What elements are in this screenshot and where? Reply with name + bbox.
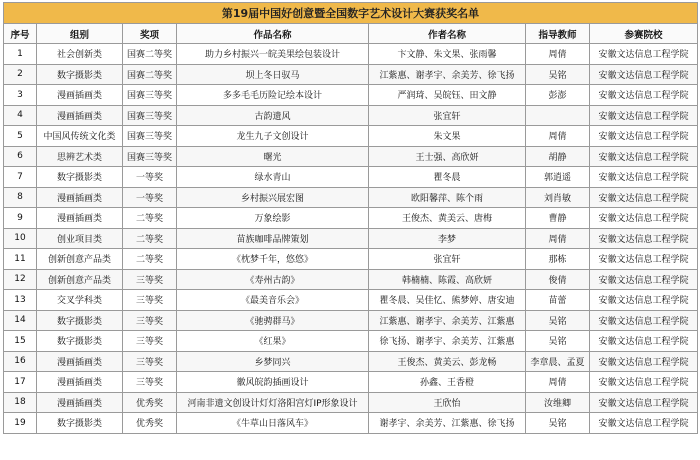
cell-school: 安徽文达信息工程学院 xyxy=(590,126,698,147)
cell-work-name: 河南非遗文创设计灯灯洛阳宫灯IP形象设计 xyxy=(177,392,369,413)
cell-school: 安徽文达信息工程学院 xyxy=(590,290,698,311)
cell-work-name: 曙光 xyxy=(177,146,369,167)
cell-award: 一等奖 xyxy=(123,167,177,188)
cell-authors: 严润琦、吴皖钰、田文静 xyxy=(369,85,526,106)
cell-authors: 谢孝宇、余美芳、江紫惠、徐飞扬 xyxy=(369,413,526,434)
cell-award: 国赛三等奖 xyxy=(123,126,177,147)
cell-award: 国赛三等奖 xyxy=(123,85,177,106)
cell-group: 交叉学科类 xyxy=(37,290,123,311)
cell-group: 数字摄影类 xyxy=(37,331,123,352)
cell-index: 19 xyxy=(4,413,37,434)
cell-work-name: 万象绘影 xyxy=(177,208,369,229)
cell-authors: 王士强、高欣妍 xyxy=(369,146,526,167)
cell-group: 漫画插画类 xyxy=(37,208,123,229)
cell-authors: 卞文静、朱文果、张雨馨 xyxy=(369,44,526,65)
cell-advisor: 汝维卿 xyxy=(526,392,590,413)
cell-index: 13 xyxy=(4,290,37,311)
cell-group: 创业项目类 xyxy=(37,228,123,249)
table-row xyxy=(4,208,698,229)
cell-school: 安徽文达信息工程学院 xyxy=(590,249,698,270)
cell-school: 安徽文达信息工程学院 xyxy=(590,351,698,372)
cell-school: 安徽文达信息工程学院 xyxy=(590,187,698,208)
cell-school: 安徽文达信息工程学院 xyxy=(590,146,698,167)
cell-advisor: 吴铭 xyxy=(526,331,590,352)
cell-advisor: 俊倩 xyxy=(526,269,590,290)
table-row xyxy=(4,167,698,188)
cell-advisor: 彭澎 xyxy=(526,85,590,106)
cell-authors: 王欣怡 xyxy=(369,392,526,413)
cell-school: 安徽文达信息工程学院 xyxy=(590,228,698,249)
col-header-group: 组别 xyxy=(37,24,123,44)
cell-award: 三等奖 xyxy=(123,372,177,393)
table-row xyxy=(4,126,698,147)
table-row xyxy=(4,105,698,126)
cell-award: 国赛二等奖 xyxy=(123,64,177,85)
cell-advisor: 苗蕾 xyxy=(526,290,590,311)
cell-index: 3 xyxy=(4,85,37,106)
table-row xyxy=(4,290,698,311)
cell-award: 二等奖 xyxy=(123,228,177,249)
cell-group: 创新创意产品类 xyxy=(37,249,123,270)
cell-index: 16 xyxy=(4,351,37,372)
table-row xyxy=(4,372,698,393)
col-header-index: 序号 xyxy=(4,24,37,44)
cell-advisor: 吴铭 xyxy=(526,413,590,434)
cell-award: 优秀奖 xyxy=(123,413,177,434)
cell-award: 国赛三等奖 xyxy=(123,146,177,167)
cell-school: 安徽文达信息工程学院 xyxy=(590,372,698,393)
cell-index: 7 xyxy=(4,167,37,188)
cell-award: 二等奖 xyxy=(123,249,177,270)
cell-school: 安徽文达信息工程学院 xyxy=(590,413,698,434)
col-header-authors: 作者名称 xyxy=(369,24,526,44)
col-header-advisor: 指导教师 xyxy=(526,24,590,44)
cell-work-name: 古韵遗风 xyxy=(177,105,369,126)
cell-advisor: 曹静 xyxy=(526,208,590,229)
cell-school: 安徽文达信息工程学院 xyxy=(590,310,698,331)
cell-authors: 张宜轩 xyxy=(369,105,526,126)
cell-work-name: 苗族咖啡品牌策划 xyxy=(177,228,369,249)
cell-authors: 王俊杰、黄美云、彭龙畅 xyxy=(369,351,526,372)
cell-group: 数字摄影类 xyxy=(37,64,123,85)
cell-authors: 瞿冬晨 xyxy=(369,167,526,188)
table-row xyxy=(4,85,698,106)
cell-index: 2 xyxy=(4,64,37,85)
cell-school: 安徽文达信息工程学院 xyxy=(590,64,698,85)
table-row xyxy=(4,249,698,270)
title-row xyxy=(4,3,698,24)
cell-school: 安徽文达信息工程学院 xyxy=(590,44,698,65)
cell-school: 安徽文达信息工程学院 xyxy=(590,269,698,290)
cell-advisor: 李章晨、孟夏 xyxy=(526,351,590,372)
table-row xyxy=(4,44,698,65)
col-header-award: 奖项 xyxy=(123,24,177,44)
cell-advisor: 吴铭 xyxy=(526,64,590,85)
cell-school: 安徽文达信息工程学院 xyxy=(590,105,698,126)
cell-school: 安徽文达信息工程学院 xyxy=(590,85,698,106)
cell-authors: 瞿冬晨、吴佳忆、熊梦婷、唐安迪 xyxy=(369,290,526,311)
cell-award: 三等奖 xyxy=(123,290,177,311)
award-table xyxy=(3,2,698,434)
cell-authors: 王俊杰、黄美云、唐梅 xyxy=(369,208,526,229)
cell-index: 11 xyxy=(4,249,37,270)
cell-award: 三等奖 xyxy=(123,331,177,352)
cell-advisor: 吴铭 xyxy=(526,310,590,331)
cell-school: 安徽文达信息工程学院 xyxy=(590,208,698,229)
cell-work-name: 乡村振兴展宏图 xyxy=(177,187,369,208)
cell-index: 5 xyxy=(4,126,37,147)
sheet-title: 第19届中国好创意暨全国数字艺术设计大赛获奖名单 xyxy=(4,3,698,24)
cell-group: 数字摄影类 xyxy=(37,413,123,434)
cell-work-name: 徽风皖韵插画设计 xyxy=(177,372,369,393)
cell-group: 漫画插画类 xyxy=(37,187,123,208)
cell-index: 14 xyxy=(4,310,37,331)
cell-index: 15 xyxy=(4,331,37,352)
cell-group: 漫画插画类 xyxy=(37,351,123,372)
cell-award: 国赛三等奖 xyxy=(123,105,177,126)
cell-index: 6 xyxy=(4,146,37,167)
cell-authors: 韩楠楠、陈霞、高欣妍 xyxy=(369,269,526,290)
cell-award: 三等奖 xyxy=(123,269,177,290)
col-header-school: 参赛院校 xyxy=(590,24,698,44)
cell-group: 漫画插画类 xyxy=(37,372,123,393)
cell-authors: 李梦 xyxy=(369,228,526,249)
cell-award: 优秀奖 xyxy=(123,392,177,413)
cell-authors: 江紫惠、谢孝宇、余美芳、徐飞扬 xyxy=(369,64,526,85)
cell-index: 1 xyxy=(4,44,37,65)
cell-index: 17 xyxy=(4,372,37,393)
cell-authors: 朱文果 xyxy=(369,126,526,147)
cell-group: 中国风传统文化类 xyxy=(37,126,123,147)
cell-school: 安徽文达信息工程学院 xyxy=(590,392,698,413)
cell-award: 三等奖 xyxy=(123,310,177,331)
cell-advisor: 周倩 xyxy=(526,126,590,147)
cell-work-name: 《枕梦千年，悠悠》 xyxy=(177,249,369,270)
cell-group: 社会创新类 xyxy=(37,44,123,65)
cell-group: 思辨艺术类 xyxy=(37,146,123,167)
table-row xyxy=(4,331,698,352)
cell-group: 漫画插画类 xyxy=(37,85,123,106)
cell-work-name: 《红果》 xyxy=(177,331,369,352)
cell-award: 三等奖 xyxy=(123,351,177,372)
cell-award: 二等奖 xyxy=(123,208,177,229)
cell-school: 安徽文达信息工程学院 xyxy=(590,331,698,352)
cell-award: 一等奖 xyxy=(123,187,177,208)
cell-group: 数字摄影类 xyxy=(37,310,123,331)
cell-group: 创新创意产品类 xyxy=(37,269,123,290)
cell-authors: 江紫惠、谢孝宇、余美芳、江紫惠 xyxy=(369,310,526,331)
cell-advisor: 周倩 xyxy=(526,372,590,393)
cell-work-name: 绿水青山 xyxy=(177,167,369,188)
cell-work-name: 《寿州古韵》 xyxy=(177,269,369,290)
cell-group: 数字摄影类 xyxy=(37,167,123,188)
cell-work-name: 坝上冬日驭马 xyxy=(177,64,369,85)
cell-index: 9 xyxy=(4,208,37,229)
cell-work-name: 龙生九子文创设计 xyxy=(177,126,369,147)
cell-advisor: 那栋 xyxy=(526,249,590,270)
table-row xyxy=(4,228,698,249)
cell-work-name: 《牛草山日落风车》 xyxy=(177,413,369,434)
cell-authors: 徐飞扬、谢孝宇、余美芳、江紫惠 xyxy=(369,331,526,352)
cell-index: 12 xyxy=(4,269,37,290)
cell-group: 漫画插画类 xyxy=(37,105,123,126)
table-row xyxy=(4,269,698,290)
table-row xyxy=(4,146,698,167)
cell-authors: 孙鑫、王香橙 xyxy=(369,372,526,393)
cell-work-name: 多多毛毛历险记绘本设计 xyxy=(177,85,369,106)
cell-authors: 张宜轩 xyxy=(369,249,526,270)
cell-work-name: 助力乡村振兴一皖美果绘包装设计 xyxy=(177,44,369,65)
table-row xyxy=(4,351,698,372)
table-body xyxy=(4,44,698,434)
cell-advisor xyxy=(526,105,590,126)
cell-authors: 欧阳馨萍、陈个雨 xyxy=(369,187,526,208)
cell-index: 18 xyxy=(4,392,37,413)
table-row xyxy=(4,310,698,331)
cell-work-name: 《驰骋群马》 xyxy=(177,310,369,331)
award-list-sheet xyxy=(3,2,697,434)
table-row xyxy=(4,413,698,434)
col-header-work: 作品名称 xyxy=(177,24,369,44)
cell-work-name: 《最美音乐会》 xyxy=(177,290,369,311)
cell-award: 国赛二等奖 xyxy=(123,44,177,65)
cell-index: 8 xyxy=(4,187,37,208)
cell-advisor: 胡静 xyxy=(526,146,590,167)
cell-group: 漫画插画类 xyxy=(37,392,123,413)
cell-index: 10 xyxy=(4,228,37,249)
cell-school: 安徽文达信息工程学院 xyxy=(590,167,698,188)
cell-advisor: 周倩 xyxy=(526,44,590,65)
cell-work-name: 乡梦同兴 xyxy=(177,351,369,372)
cell-index: 4 xyxy=(4,105,37,126)
cell-advisor: 周倩 xyxy=(526,228,590,249)
table-row xyxy=(4,392,698,413)
table-row xyxy=(4,64,698,85)
cell-advisor: 刘肖敏 xyxy=(526,187,590,208)
header-row xyxy=(4,24,698,44)
table-row xyxy=(4,187,698,208)
cell-advisor: 郭逍遥 xyxy=(526,167,590,188)
